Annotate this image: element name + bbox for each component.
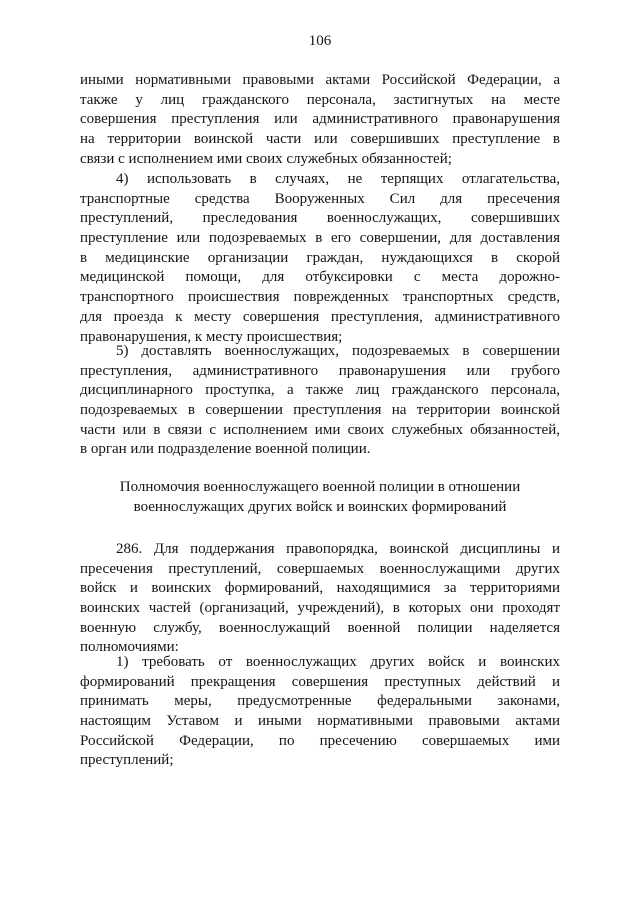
text-line: военную службу, военнослужащий военной полиции наделяется — [80, 619, 560, 636]
text-line: воинских частей (организаций, учреждений), в которых они проходят — [80, 600, 560, 617]
text-line: связи с исполнением ими своих служебных обязанностей; — [80, 150, 452, 167]
paragraph-286 — [80, 540, 560, 658]
heading-line: военнослужащих других войск и воинских формирований — [133, 498, 507, 515]
text-line: принимать меры, предусмотренные федеральными законами, — [80, 693, 560, 710]
text-line: дисциплинарного проступка, а также лиц гражданского персонала, — [80, 382, 560, 399]
text-line: иными нормативными правовыми актами Российской Федерации, а — [80, 72, 560, 88]
text-line: пресечения преступлений, совершаемых военнослужащими других — [80, 560, 560, 577]
text-line: подозреваемых в совершении преступления на территории воинской — [80, 402, 560, 419]
paragraph-item-1 — [80, 653, 560, 771]
text-line: преступлений; — [80, 752, 174, 769]
text-line: преступлений, преследования военнослужащих, совершивших — [80, 210, 560, 227]
text-line: войск и воинских формирований, находящимися за территориями — [80, 580, 560, 597]
text-line: транспортные средства Вооруженных Сил для пресечения — [80, 190, 560, 207]
text-line: 4) использовать в случаях, не терпящих отлагательства, — [116, 171, 560, 187]
text-line: Российской Федерации, по пресечению совершаемых ими — [80, 732, 560, 749]
text-line: преступление или подозреваемых в его совершении, для доставления — [80, 230, 560, 247]
text-line: 1) требовать от военнослужащих других войск и воинских — [116, 654, 560, 670]
text-line: 286. Для поддержания правопорядка, воинской дисциплины и — [116, 541, 560, 557]
text-line: транспортного происшествия поврежденных транспортных средств, — [80, 289, 560, 306]
text-line: совершения преступления или административного правонарушения — [80, 111, 560, 128]
section-heading — [60, 478, 580, 517]
text-line: 5) доставлять военнослужащих, подозреваемых в совершении — [116, 343, 560, 359]
text-line: части или в связи с исполнением ими своих служебных обязанностей, — [80, 421, 560, 438]
page-number: 106 — [308, 33, 332, 49]
text-line: в медицинские организации граждан, нуждающихся в скорой — [80, 249, 560, 266]
text-line: правонарушения, к месту происшествия; — [80, 328, 343, 345]
paragraph-item-5 — [80, 342, 560, 460]
paragraph-item-4 — [80, 170, 560, 347]
text-line: преступления, административного правонарушения или грубого — [80, 362, 560, 379]
text-line: настоящим Уставом и иными нормативными правовыми актами — [80, 713, 560, 730]
text-line: в орган или подразделение военной полиции. — [80, 441, 371, 458]
text-line: полномочиями: — [80, 639, 179, 656]
heading-line: Полномочия военнослужащего военной полиции в отношении — [119, 479, 521, 495]
text-line: для проезда к месту совершения преступления, административного — [80, 308, 560, 325]
text-line: формирований прекращения совершения преступных действий и — [80, 673, 560, 690]
paragraph-continuation — [80, 71, 560, 169]
text-line: на территории воинской части или совершивших преступление в — [80, 131, 560, 148]
text-line: также у лиц гражданского персонала, застигнутых на месте — [80, 91, 560, 108]
text-line: медицинской помощи, для отбуксировки с места дорожно- — [80, 269, 560, 286]
